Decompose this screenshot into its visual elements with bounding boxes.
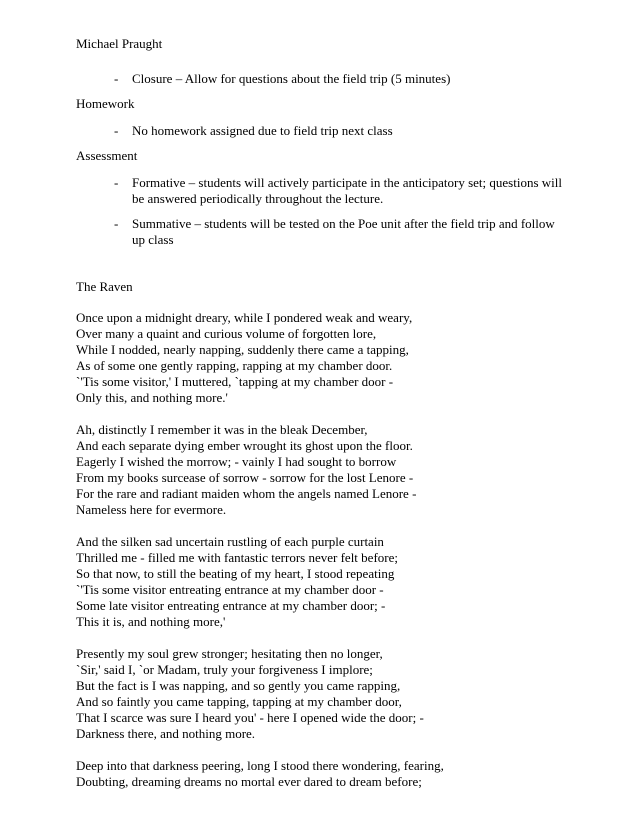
poem-stanza	[76, 646, 576, 742]
bullet-dash: -	[114, 71, 119, 86]
poem-line: `'Tis some visitor,' I muttered, `tapping at my chamber door -	[76, 374, 394, 389]
poem-stanza	[76, 310, 576, 406]
poem-body	[76, 310, 576, 790]
poem-line: Nameless here for evermore.	[76, 502, 227, 517]
poem-line: This it is, and nothing more,'	[76, 614, 226, 629]
bullet-dash: -	[114, 175, 119, 190]
poem-line: Once upon a midnight dreary, while I pondered weak and weary,	[76, 310, 413, 325]
assessment-item-text: Formative – students will actively participate in the anticipatory set; questions will be answered periodically throughout the lecture.	[132, 175, 562, 206]
poem-line: That I scarce was sure I heard you' - here I opened wide the door; -	[76, 710, 424, 725]
author-name: Michael Praught	[76, 36, 163, 51]
poem-line: As of some one gently rapping, rapping at my chamber door.	[76, 358, 393, 373]
homework-item	[76, 123, 576, 139]
poem-title: The Raven	[76, 279, 133, 294]
closure-item-text: Closure – Allow for questions about the field trip (5 minutes)	[132, 71, 451, 86]
bullet-dash: -	[114, 123, 119, 138]
poem-line: Some late visitor entreating entrance at my chamber door; -	[76, 598, 386, 613]
closure-list	[76, 71, 576, 87]
poem-stanza	[76, 534, 576, 630]
poem-line: Thrilled me - filled me with fantastic terrors never felt before;	[76, 550, 398, 565]
assessment-heading: Assessment	[76, 148, 138, 163]
homework-item-text: No homework assigned due to field trip next class	[132, 123, 393, 138]
poem-line: Deep into that darkness peering, long I stood there wondering, fearing,	[76, 758, 444, 773]
poem-line: And the silken sad uncertain rustling of each purple curtain	[76, 534, 384, 549]
closure-item	[76, 71, 576, 87]
poem-line: Presently my soul grew stronger; hesitating then no longer,	[76, 646, 383, 661]
poem-line: While I nodded, nearly napping, suddenly there came a tapping,	[76, 342, 409, 357]
assessment-list	[76, 175, 576, 248]
poem-line: Ah, distinctly I remember it was in the bleak December,	[76, 422, 368, 437]
poem-line: `Sir,' said I, `or Madam, truly your forgiveness I implore;	[76, 662, 373, 677]
poem-line: So that now, to still the beating of my heart, I stood repeating	[76, 566, 395, 581]
poem-line: `'Tis some visitor entreating entrance at my chamber door -	[76, 582, 384, 597]
poem-line: Over many a quaint and curious volume of forgotten lore,	[76, 326, 377, 341]
bullet-dash: -	[114, 216, 119, 231]
homework-list	[76, 123, 576, 139]
poem-line: Darkness there, and nothing more.	[76, 726, 256, 741]
poem-line: And each separate dying ember wrought its ghost upon the floor.	[76, 438, 413, 453]
assessment-item-summative	[76, 216, 576, 248]
assessment-item-text: Summative – students will be tested on the Poe unit after the field trip and follow up class	[132, 216, 555, 247]
poem-line: Eagerly I wished the morrow; - vainly I had sought to borrow	[76, 454, 397, 469]
poem-line: And so faintly you came tapping, tapping at my chamber door,	[76, 694, 402, 709]
document-page	[76, 36, 576, 806]
poem-line: For the rare and radiant maiden whom the angels named Lenore -	[76, 486, 417, 501]
poem-stanza	[76, 758, 576, 790]
poem-stanza	[76, 422, 576, 518]
poem-line: Doubting, dreaming dreams no mortal ever dared to dream before;	[76, 774, 422, 789]
poem-line: From my books surcease of sorrow - sorrow for the lost Lenore -	[76, 470, 414, 485]
poem-line: Only this, and nothing more.'	[76, 390, 228, 405]
poem-line: But the fact is I was napping, and so gently you came rapping,	[76, 678, 401, 693]
homework-heading: Homework	[76, 96, 135, 111]
assessment-item-formative	[76, 175, 576, 207]
